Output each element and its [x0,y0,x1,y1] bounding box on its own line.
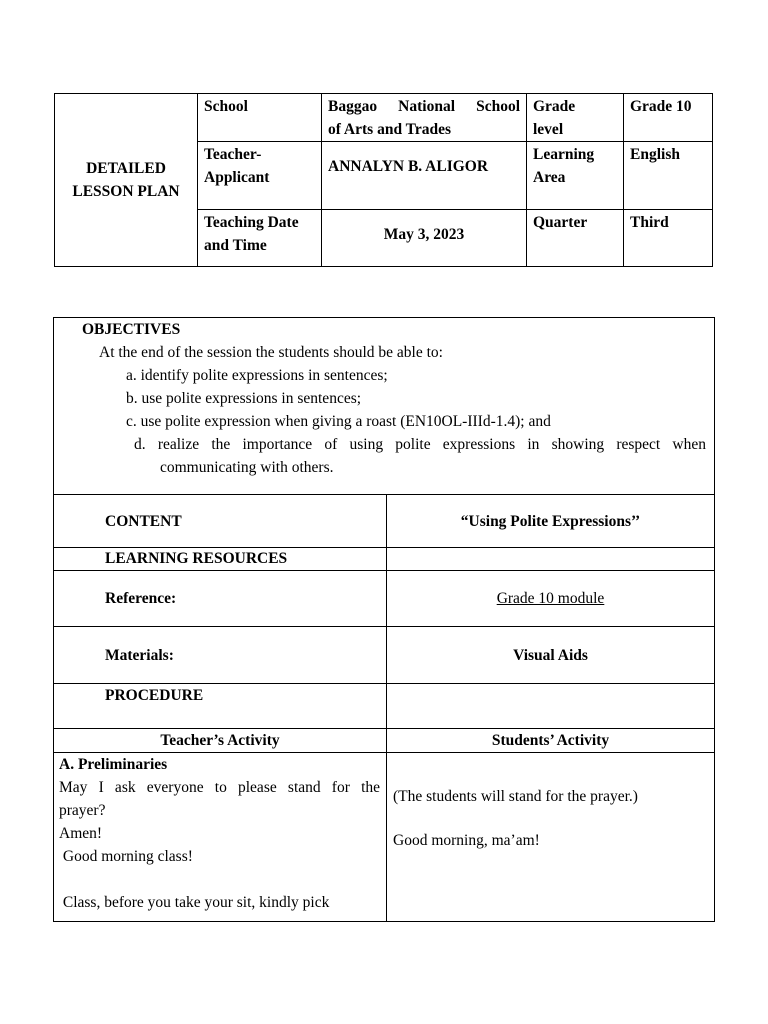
date-label-line-1: Teaching Date [204,214,299,231]
title-line-1: DETAILED [86,160,166,177]
learning-area-label [527,142,624,210]
objective-item-d: d. realize the importance of using polite expressions in showing respect when [134,436,706,453]
teacher-label [198,142,322,210]
content-label: CONTENT [54,495,387,548]
title-line-2: LESSON PLAN [72,183,180,200]
students-activity-header: Students’ Activity [387,729,715,753]
learning-resources-value [387,548,715,571]
teaching-date-label [198,210,322,267]
student-response: (The students will stand for the prayer.) [393,788,638,805]
procedure-value [387,684,715,729]
teacher-label-line-1: Teacher- [204,146,262,163]
school-value [322,94,527,142]
learning-resources-label: LEARNING RESOURCES [54,548,387,571]
grade-label-line-1: Grade [533,98,576,115]
school-label: School [198,94,322,142]
grade-level-label [527,94,624,142]
lesson-plan-header-table [54,93,713,267]
teacher-line-blank [59,868,380,891]
objectives-intro: At the end of the session the students should be able to: [99,344,443,361]
teacher-line: May I ask everyone to please stand for the [59,779,380,796]
teacher-activity-header: Teacher’s Activity [54,729,387,753]
content-value: “Using Polite Expressions’’ [387,495,715,548]
quarter-label: Quarter [527,210,624,267]
reference-label: Reference: [54,571,387,627]
teacher-line: Class, before you take your sit, kindly pick [59,894,330,911]
objective-item-d-continued: communicating with others. [160,459,334,476]
grade-level-value: Grade 10 [624,94,713,142]
lesson-plan-body-table [53,317,715,922]
learning-area-value: English [624,142,713,210]
teacher-label-line-2: Applicant [204,169,270,186]
teacher-line: Amen! [59,825,103,842]
objectives-heading: OBJECTIVES [82,321,181,338]
quarter-value: Third [624,210,713,267]
teacher-line: prayer? [59,802,106,819]
school-value-line-1: Baggao National School [328,98,520,115]
objectives-section [54,318,715,495]
document-title [55,94,198,267]
objective-item-b: b. use polite expressions in sentences; [126,390,362,407]
teaching-date-value: May 3, 2023 [322,210,527,267]
materials-value: Visual Aids [387,627,715,684]
date-label-line-2: and Time [204,237,267,254]
area-label-line-1: Learning [533,146,595,163]
objective-item-a: a. identify polite expressions in sentences; [126,367,388,384]
procedure-label: PROCEDURE [54,684,387,729]
teacher-line: Good morning class! [59,848,193,865]
teacher-activity-cell [54,753,387,922]
student-response: Good morning, ma’am! [393,832,540,849]
objective-item-c: c. use polite expression when giving a roast (EN10OL-IIId-1.4); and [126,413,551,430]
materials-label: Materials: [54,627,387,684]
area-label-line-2: Area [533,169,566,186]
school-value-line-2: of Arts and Trades [328,121,452,138]
students-activity-cell [387,753,715,922]
preliminaries-heading: A. Preliminaries [59,756,168,773]
grade-label-line-2: level [533,121,564,138]
reference-value: Grade 10 module [387,571,715,627]
teacher-value: ANNALYN B. ALIGOR [322,142,527,210]
